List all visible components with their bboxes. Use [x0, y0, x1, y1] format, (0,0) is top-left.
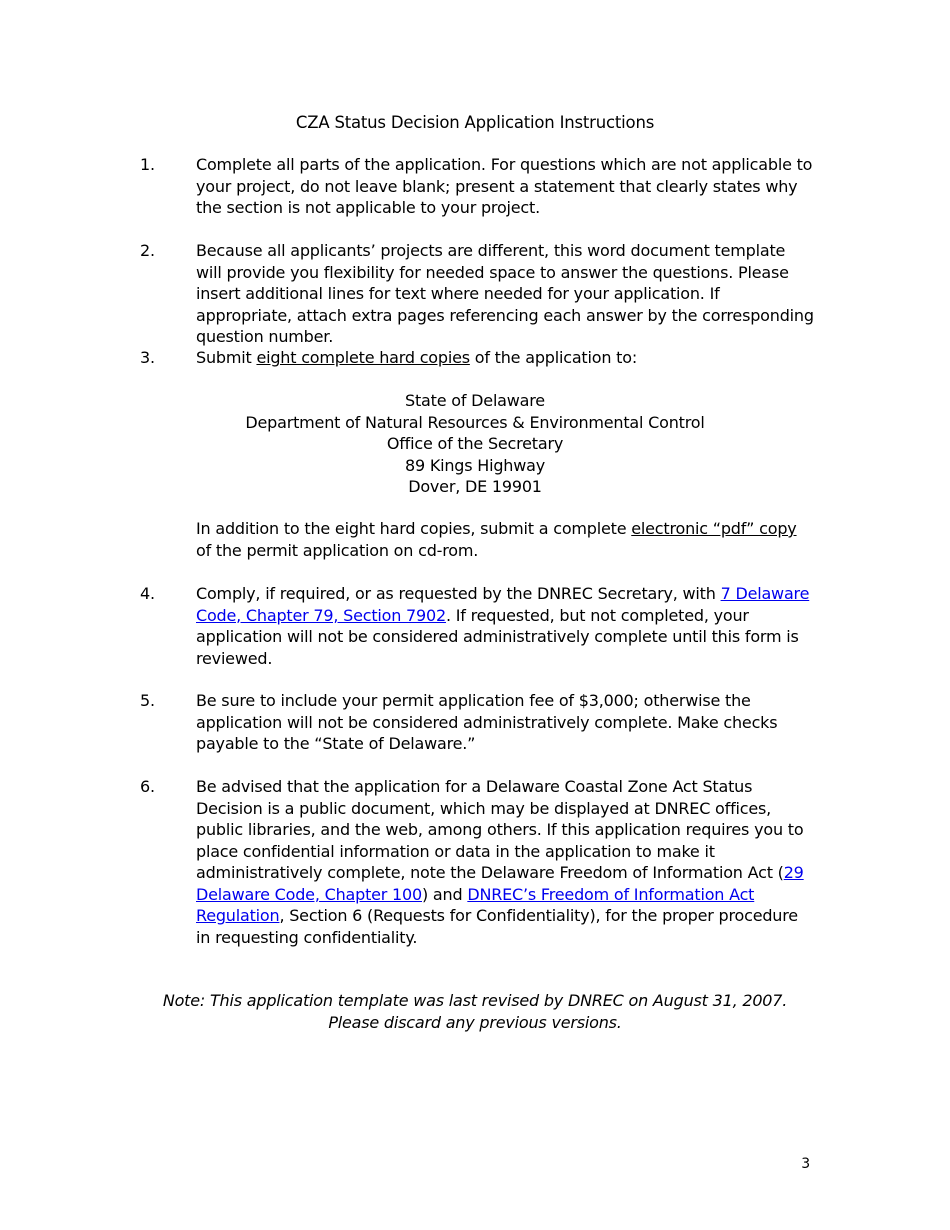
item-text-after: of the application to:	[469, 348, 638, 367]
item-text: Be sure to include your permit application fee of $3,000; otherwise the application will not be considered administratively complete. Make checks payable to the “State of Delaware.”	[196, 691, 778, 753]
mailing-address	[140, 390, 810, 498]
address-line: Office of the Secretary	[386, 434, 564, 453]
page-number: 3	[801, 1156, 810, 1172]
item-text: Complete all parts of the application. For questions which are not applicable to your project, do not leave blank; present a statement that clearly states why the section is not applicable to your project.	[196, 155, 813, 217]
paragraph-text-after: of the permit application on cd-rom.	[196, 540, 479, 560]
item-text-before: Be advised that the application for a Delaware Coastal Zone Act Status Decision is a public document, which may be displayed at DNREC offices, public libraries, and the web, among others. If this application requires you to place confidential information or data in the application to make it administratively complete, note the Delaware Freedom of Information Act (	[196, 777, 804, 882]
item-text	[196, 347, 815, 369]
list-item	[140, 240, 815, 348]
underlined-text: electronic “pdf” copy	[631, 519, 797, 538]
underlined-text: eight complete hard copies	[256, 348, 470, 367]
item-number: 2.	[140, 241, 155, 260]
address-line: State of Delaware	[405, 391, 545, 410]
item-text: Because all applicants’ projects are different, this word document template will provide you flexibility for needed space to answer the questions. Please insert additional lines for text where needed for your application. If appropriate, attach extra pages referencing each answer by the corresponding question number.	[196, 241, 814, 346]
list-item	[140, 690, 815, 755]
electronic-copy-paragraph	[196, 518, 806, 561]
item-number: 3.	[140, 348, 155, 367]
list-item	[140, 583, 815, 669]
item-text	[196, 776, 815, 948]
address-line: Department of Natural Resources & Environmental Control	[245, 412, 705, 432]
item-text	[196, 583, 815, 669]
page-title: CZA Status Decision Application Instructions	[295, 113, 655, 132]
item-text-after: . If requested, but not completed, your application will not be considered administratively complete until this form is reviewed.	[196, 605, 799, 668]
address-line: 89 Kings Highway	[404, 455, 546, 475]
dnrec-foia-regulation-link[interactable]: DNREC’s Freedom of Information Act Regulation	[196, 884, 755, 925]
item-number: 1.	[140, 155, 155, 174]
item-text-before: Comply, if required, or as requested by the DNREC Secretary, with	[196, 584, 721, 603]
item-number: 6.	[140, 777, 155, 796]
item-text-middle: ) and	[422, 884, 468, 904]
address-line: Dover, DE 19901	[408, 477, 542, 496]
delaware-code-7902-link[interactable]: 7 Delaware Code, Chapter 79, Section 7902	[196, 584, 810, 625]
paragraph-text-before: In addition to the eight hard copies, submit a complete	[196, 519, 632, 538]
list-item	[140, 347, 815, 369]
item-number: 5.	[140, 691, 155, 710]
item-text-after: , Section 6 (Requests for Confidentiality), for the proper procedure in requesting confidentiality.	[196, 906, 798, 947]
delaware-code-chapter-100-link[interactable]: 29 Delaware Code, Chapter 100	[196, 863, 804, 904]
item-number: 4.	[140, 584, 155, 603]
item-text-before: Submit	[196, 348, 257, 367]
list-item	[140, 776, 815, 948]
revision-note: Note: This application template was last revised by DNREC on August 31, 2007. Please discard any previous versions.	[162, 991, 788, 1032]
list-item	[140, 154, 815, 219]
